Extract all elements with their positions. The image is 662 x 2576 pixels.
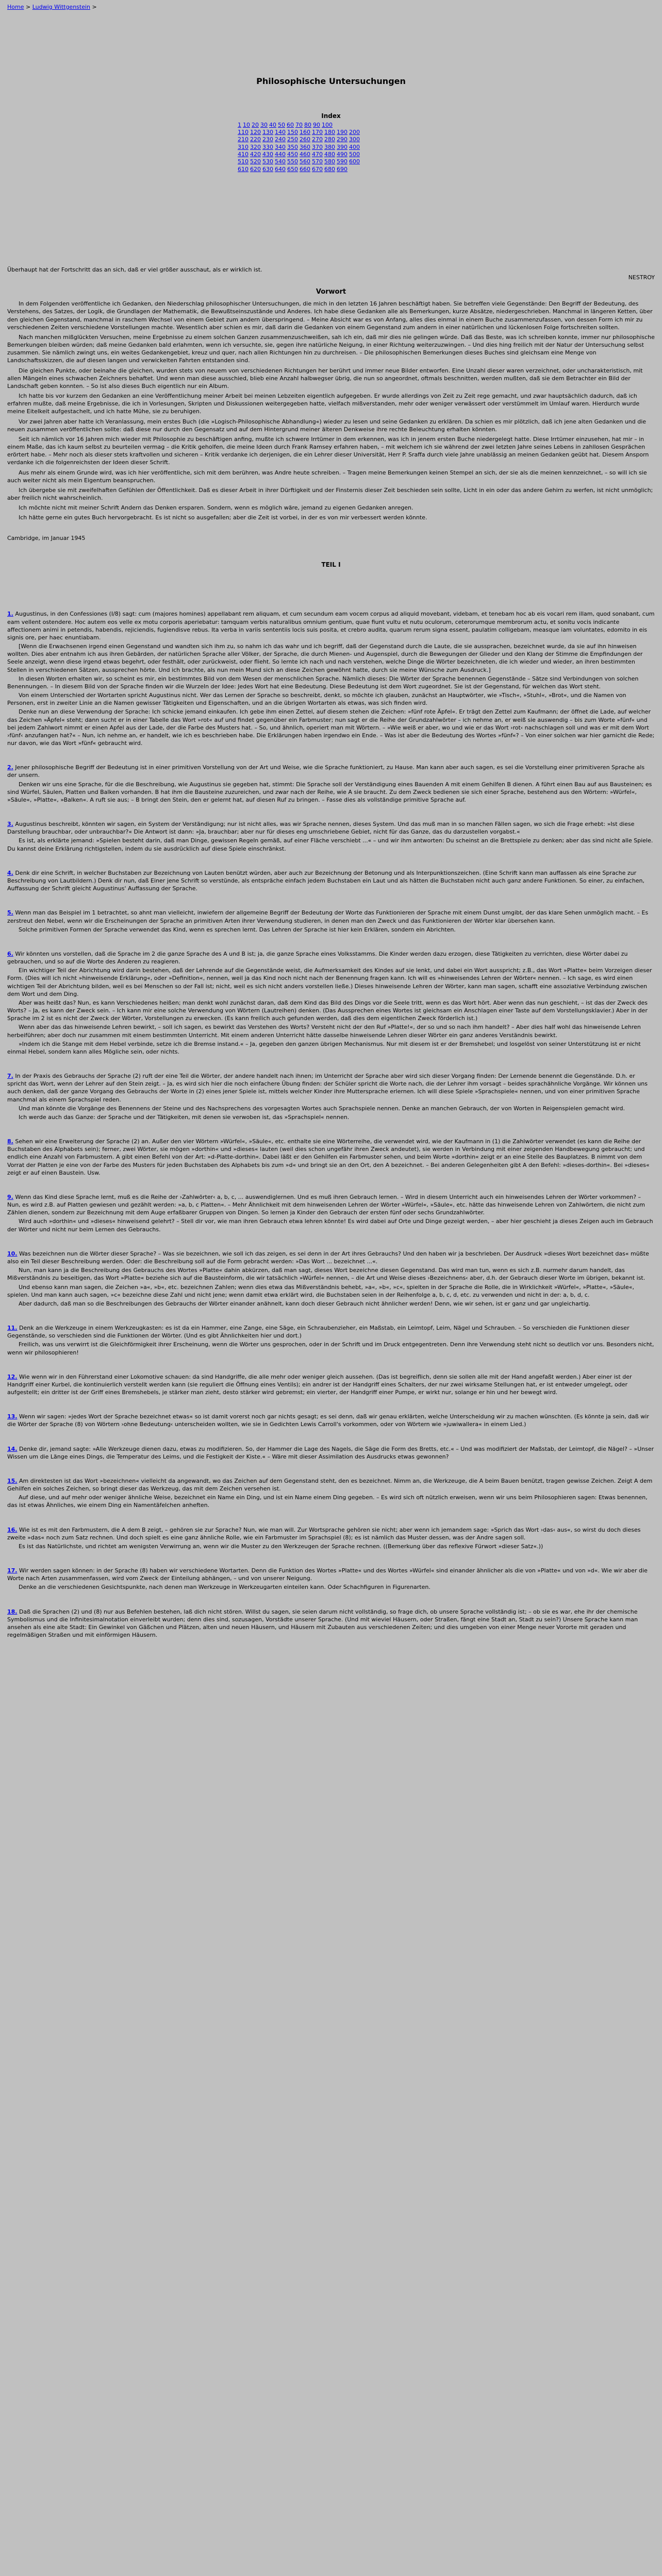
index-link[interactable]: 20 [252, 121, 259, 128]
remark-number-link[interactable]: 17. [7, 1567, 18, 1574]
index-link[interactable]: 390 [337, 143, 347, 150]
remark-number-link[interactable]: 14. [7, 1445, 18, 1452]
remark [7, 869, 655, 893]
index-link[interactable]: 40 [269, 121, 276, 128]
index-link[interactable]: 350 [287, 143, 298, 150]
remark-number-link[interactable]: 10. [7, 1250, 18, 1257]
vorwort-paragraph: Vor zwei Jahren aber hatte ich Veranlassung, mein erstes Buch (die »Logisch-Philosophische Abhandlung«) wieder zu lesen und seine Gedanken zu erklären. Da schien es mir plötzlich, daß ich jene alten Gedanken und die neuen zusammen veröffentlichen sollte: daß diese nur durch den Gegensatz und auf dem Hintergrund meiner älteren Denkweise ihre rechte Beleuchtung erhalten könnten. [7, 418, 647, 433]
index-row [238, 144, 424, 151]
remark-paragraph: Denke an die verschiedenen Gesichtspunkte, nach denen man Werkzeuge in Werkzeugarten einteilen kann. Oder Schachfiguren in Figurenarten. [19, 1584, 431, 1591]
index-title: Index [321, 112, 341, 120]
remark-paragraph: 18. Daß die Sprachen (2) und (8) nur aus Befehlen bestehen, laß dich nicht stören. Willst du sagen, sie seien darum nicht vollständig, so frage dich, ob unsere Sprache vollständig ist; – ob sie es war, ehe ihr der chemische Symbolismus und die Infinitesimalnotation einverleibt wurden; denn dies sind, sozusagen, Vorstädte unserer Sprache. (Und mit wieviel Häusern, oder Straßen, fängt eine Stadt an, Stadt zu sein?) Unsere Sprache kann man ansehen als eine alte Stadt: Ein Gewinkel von Gäßchen und Plätzen, alten und neuen Häusern, und Häusern mit Zubauten aus verschiedenen Zeiten; und dies umgeben von einer Menge neuer Vororte mit geraden und regelmäßigen Straßen und mit einförmigen Häusern. [7, 1608, 638, 1639]
index-link[interactable]: 280 [324, 136, 335, 143]
index-link[interactable]: 420 [250, 150, 261, 158]
remark-number-link[interactable]: 4. [7, 869, 13, 876]
remark-number-link[interactable]: 2. [7, 764, 13, 771]
remark [7, 1413, 655, 1428]
remark-paragraph: 12. Wie wenn wir in den Führerstand einer Lokomotive schauen: da sind Handgriffe, die alle mehr oder weniger gleich aussehen. (Das ist begreiflich, denn sie sollen alle mit der Hand angefaßt werden.) Aber einer ist der Handgriff einer Kurbel, die kontinuierlich verstellt werden kann (sie reguliert die Öffnung eines Ventils); ein andrer ist der Handgriff eines Schalters, der nur zwei wirksame Stellungen hat, er ist entweder umgelegt, oder aufgestellt; ein dritter ist der Griff eines Bremshebels, je stärker man zieht, desto stärker wird gebremst; ein vierter, der Handgriff einer Pumpe, er wirkt nur, solange er hin und her bewegt wird. [7, 1373, 632, 1396]
remark-paragraph: 7. In der Praxis des Gebrauchs der Sprache (2) ruft der eine Teil die Wörter, der andere handelt nach ihnen; im Unterricht der Sprache aber wird sich dieser Vorgang finden: Der Lernende benennt die Gegenstände. D.h. er spricht das Wort, wenn der Lehrer auf den Stein zeigt. – Ja, es wird sich hier die noch einfachere Übung finden: der Schüler spricht die Worte nach, die der Lehrer ihm vorsagt – beides sprachähnliche Vorgänge. Wir können uns auch denken, daß der ganze Vorgang des Gebrauchs der Worte in (2) eines jener Spiele ist, mittels welcher Kinder ihre Muttersprache erlernen. Ich will diese Spiele »Sprachspiele« nennen, und von einer primitiven Sprache manchmal als einem Sprachspiel reden. [7, 1073, 648, 1103]
index-link[interactable]: 230 [262, 136, 273, 143]
remark-paragraph: 5. Wenn man das Beispiel im 1 betrachtet, so ahnt man vielleicht, inwiefern der allgemeine Begriff der Bedeutung der Worte das Funktionieren der Sprache mit einem Dunst umgibt, der das klare Sehen unmöglich macht. – Es zerstreut den Nebel, wenn wir die Erscheinungen der Sprache an primitiven Arten ihrer Verwendung studieren, in denen man den Zweck und das Funktionieren der Wörter klar übersehen kann. [7, 909, 649, 924]
index-link[interactable]: 410 [238, 150, 249, 158]
remark-paragraph: Denke nun an diese Verwendung der Sprache: Ich schicke jemand einkaufen. Ich gebe ihm einen Zettel, auf diesem stehen die Zeichen: »fünf rote Äpfel«. Er trägt den Zettel zum Kaufmann; der öffnet die Lade, auf welcher das Zeichen »Äpfel« steht; dann sucht er in einer Tabelle das Wort »rot« auf und findet gegenüber ein Farbmuster; nun sagt er die Reihe der Grundzahlwörter – ich nehme an, er weiß sie auswendig – bis zum Worte »fünf« und bei jedem Zahlwort nimmt er einen Apfel aus der Lade, der die Farbe des Musters hat. – So, und ähnlich, operiert man mit Wörtern. – »Wie weiß er aber, wo und wie er das Wort ›rot‹ nachschlagen soll und was er mit dem Wort ›fünf‹ anzufangen hat?« – Nun, ich nehme an, er handelt, wie ich es beschrieben habe. Die Erklärungen haben irgendwo ein Ende. – Was ist aber die Bedeutung des Wortes »fünf«? – Von einer solchen war hier garnicht die Rede; nur davon, wie das Wort »fünf« gebraucht wird. [7, 708, 655, 747]
index-link[interactable]: 260 [300, 136, 310, 143]
remark [7, 1250, 655, 1308]
index-link[interactable]: 150 [287, 129, 298, 136]
index-link[interactable]: 490 [337, 150, 347, 158]
remark [7, 1526, 655, 1551]
index-link[interactable]: 470 [312, 150, 323, 158]
index-link[interactable]: 560 [300, 158, 310, 165]
index-link[interactable]: 610 [238, 165, 249, 173]
remark-paragraph: [Wenn die Erwachsenen irgend einen Gegenstand und wandten sich ihm zu, so nahm ich das wahr und ich begriff, daß der Gegenstand durch die Laute, die sie aussprachen, bezeichnet wurde, da sie auf ihn hinweisen wollten. Dies aber entnahm ich aus ihren Gebärden, der natürlichen Sprache aller Völker, der Sprache, die durch Mienen- und Augenspiel, durch die Bewegungen der Glieder und den Klang der Stimme die Empfindungen der Seele anzeigt, wenn diese irgend etwas begehrt, oder festhält, oder zurückweist, oder flieht. So lernte ich nach und nach verstehen, welche Dinge die Wörter bezeichneten, die ich wieder und wieder, an ihren bestimmten Stellen in verschiedenen Sätzen, aussprechen hörte. Und ich brachte, als nun mein Mund sich an diese Zeichen gewöhnt hatte, durch sie meine Wünsche zum Ausdruck.] [7, 643, 643, 673]
remark-paragraph: 3. Augustinus beschreibt, könnten wir sagen, ein System der Verständigung; nur ist nicht alles, was wir Sprache nennen, dieses System. Und das muß man in so manchen Fällen sagen, wo sich die Frage erhebt: »Ist diese Darstellung brauchbar, oder unbrauchbar?« Die Antwort ist dann: »Ja, brauchbar; aber nur für dieses eng umschriebene Gebiet, nicht für das Ganze, das du darzustellen vorgabst.« [7, 821, 635, 836]
index-link[interactable]: 300 [349, 136, 360, 143]
index-link[interactable]: 110 [238, 129, 249, 136]
index-link[interactable]: 1 [238, 121, 241, 128]
breadcrumb [7, 3, 655, 11]
remark-paragraph: Aber was heißt das? Nun, es kann Verschiedenes heißen; man denkt wohl zunächst daran, daß dem Kind das Bild des Dings vor die Seele tritt, wenn es das Wort hört. Aber wenn das nun geschieht, – ist das der Zweck des Worts? – Ja, es kann der Zweck sein. – Ich kann mir eine solche Verwendung von Wörtern (Lautreihen) denken. (Das Aussprechen eines Wortes ist gleichsam ein Anschlagen einer Taste auf dem Vorstellungsklavier.) Aber in der Sprache im 2 ist es nicht der Zweck der Wörter, Vorstellungen zu erwecken. (Es kann freilich auch gefunden werden, daß dies dem eigentlichen Zweck förderlich ist.) [7, 999, 648, 1022]
remark-number-link[interactable]: 15. [7, 1477, 18, 1484]
index-block [238, 112, 424, 173]
remark [7, 1373, 655, 1397]
remark [7, 1608, 655, 1639]
index-link[interactable]: 70 [295, 121, 303, 128]
index-link[interactable]: 660 [300, 165, 310, 173]
index-row [238, 129, 424, 136]
index-row [238, 122, 424, 129]
remark-paragraph: 8. Sehen wir eine Erweiterung der Sprache (2) an. Außer den vier Wörtern »Würfel«, »Säule«, etc. enthalte sie eine Wörterreihe, die verwendet wird, wie der Kaufmann in (1) die Zahlwörter verwendet (es kann die Reihe der Buchstaben des Alphabets sein); ferner, zwei Wörter, sie mögen »dorthin« und »dieses« lauten (weil dies schon ungefähr ihren Zweck andeutet), sie werden in Verbindung mit einer zeigenden Handbewegung gebraucht; und endlich eine Anzahl von Farbmustern. A gibt einen Befehl von der Art: »d-Platte-dorthin«. Dabei läßt er den Gehilfen ein Farbmuster sehen, und beim Worte »dorthin« zeigt er an eine Stelle des Bauplatzes. B nimmt von dem Vorrat der Platten je eine von der Farbe des Musters für jeden Buchstaben des Alphabets bis zum »d« und bringt sie an den Ort, den A bezeichnet. – Bei anderen Gelegenheiten gibt A den Befehl: »dieses-dorthin«. Bei »dieses« zeigt er auf einen Baustein. Usw. [7, 1138, 650, 1176]
remark-paragraph: 1. Augustinus, in den Confessiones (I/8) sagt: cum (majores homines) appellabant rem aliquam, et cum secundum eam vocem corpus ad aliquid movebant, videbam, et tenebam hoc ab eis vocari rem illam, quod sonabant, cum eam vellent ostendere. Hoc autem eos velle ex motu corporis aperiebatur: tamquam verbis naturalibus omnium gentium, quae fiunt vultu et nutu oculorum, ceterorumque membrorum actu, et sonitu vocis indicante affectionem animi in petendis, habendis, rejiciendis, fugiendisve rebus. Ita verba in variis sententiis locis suis posita, et crebro audita, quarum rerum signa essent, paulatim colligebam, measque iam voluntates, edomito in eis signis ore, per haec enuntiabam. [7, 611, 655, 641]
remark-number-link[interactable]: 7. [7, 1073, 13, 1080]
remark-number-link[interactable]: 6. [7, 950, 13, 957]
vorwort-paragraph: In dem Folgenden veröffentliche ich Gedanken, den Niederschlag philosophischer Untersuchungen, die mich in den letzten 16 Jahren beschäftigt haben. Sie betreffen viele Gegenstände: Den Begriff der Bedeutung, des Verstehens, des Satzes, der Logik, die Grundlagen der Mathematik, die Bewußtseinszustände und Anderes. Ich habe diese Gedanken alle als Bemerkungen, kurze Absätze, niedergeschrieben. Manchmal in längeren Ketten, über den gleichen Gegenstand, manchmal in raschem Wechsel von einem Gebiet zum andern überspringend. – Meine Absicht war es von Anfang, alles dies einmal in einem Buche zusammenzufassen, von dessen Form ich mir zu verschiedenen Zeiten verschiedene Vorstellungen machte. Wesentlich aber schien es mir, daß darin die Gedanken von einem Gegenstand zum andern in einer natürlichen und lückenlosen Folge fortschreiten sollten. [7, 300, 653, 331]
remark-paragraph: Auf diese, und auf mehr oder weniger ähnliche Weise, bezeichnet ein Name ein Ding, und ist ein Name einem Ding gegeben. – Es wird sich oft nützlich erweisen, wenn wir uns beim Philosophieren sagen: Etwas benennen, das ist etwas Ähnliches, wie einem Ding ein Namentäfelchen anheften. [7, 1494, 648, 1509]
index-link[interactable]: 400 [349, 143, 360, 150]
remark-paragraph: 17. Wir werden sagen können: in der Sprache (8) haben wir verschiedene Wortarten. Denn die Funktion des Wortes »Platte« und des Wortes »Würfel« sind einander ähnlicher als die von »Platte« und von »d«. Wie wir aber die Worte nach Arten zusammenfassen, wird vom Zweck der Einteilung abhängen, – und von unserer Neigung. [7, 1567, 648, 1582]
remark-paragraph: 4. Denk dir eine Schrift, in welcher Buchstaben zur Bezeichnung von Lauten benützt würden, aber auch zur Bezeichnung der Betonung und als Interpunktionszeichen. (Eine Schrift kann man auffassen als eine Sprache zur Beschreibung von Lautbildern.) Denk dir nun, daß Einer jene Schrift so verstünde, als entspräche einfach jedem Buchstaben ein Laut und als hätten die Buchstaben nicht auch ganz andere Funktionen. So einer, zu einfachen, Auffassung der Schrift gleicht Augustinus' Auffassung der Sprache. [7, 869, 644, 892]
index-link[interactable]: 330 [262, 143, 273, 150]
index-link[interactable]: 690 [337, 165, 347, 173]
index-link[interactable]: 460 [300, 150, 310, 158]
remarks-list [7, 610, 655, 1639]
remark [7, 1445, 655, 1461]
remark [7, 764, 655, 804]
remark-paragraph: 11. Denk an die Werkzeuge in einem Werkzeugkasten: es ist da ein Hammer, eine Zange, eine Säge, ein Schraubenzieher, ein Maßstab, ein Leimtopf, Leim, Nägel und Schrauben. – So verschieden die Funktionen dieser Gegenstände, so verschieden sind die Funktionen der Wörter. (Und es gibt Ähnlichkeiten hier und dort.) [7, 1325, 630, 1340]
index-link[interactable]: 380 [324, 143, 335, 150]
vorwort-paragraph: Seit ich nämlich vor 16 Jahren mich wieder mit Philosophie zu beschäftigen anfing, mußte ich schwere Irrtümer in dem erkennen, was ich in jenem ersten Buche niedergelegt hatte. Diese Irrtümer einzusehen, hat mir – in einem Maße, das ich kaum selbst zu beurteilen vermag – die Kritik geholfen, die meine Ideen durch Frank Ramsey erfahren haben, – mit welchem ich sie während der zwei letzten Jahre seines Lebens in zahllosen Gesprächen erörtert habe. – Mehr noch als dieser stets kraftvollen und sicheren – Kritik verdanke ich derjenigen, die ein Lehrer dieser Universität, Herr P. Sraffa durch viele Jahre unablässig an meinen Gedanken geübt hat. Diesem Ansporn verdanke ich die folgenreichsten der Ideen dieser Schrift. [7, 435, 649, 466]
remark-paragraph: 16. Wie ist es mit den Farbmustern, die A dem B zeigt, – gehören sie zur Sprache? Nun, wie man will. Zur Wortsprache gehören sie nicht; aber wenn ich jemandem sage: »Sprich das Wort ›das‹ aus«, so wirst du doch dieses zweite »das« noch zum Satz rechnen. Und doch spielt es eine ganz ähnliche Rolle, wie ein Farbmuster im Sprachspiel (8); es ist nämlich das Muster dessen, was der Andre sagen soll. [7, 1526, 641, 1541]
index-link[interactable]: 80 [304, 121, 311, 128]
index-link[interactable]: 250 [287, 136, 298, 143]
index-link[interactable]: 680 [324, 165, 335, 173]
remark-paragraph: Von einem Unterschied der Wortarten spricht Augustinus nicht. Wer das Lernen der Sprache so beschreibt, denkt, so möchte ich glauben, zunächst an Hauptwörter, wie »Tisch«, »Stuhl«, »Brot«, und die Namen von Personen, erst in zweiter Linie an die Namen gewisser Tätigkeiten und Eigenschaften, und an die übrigen Wortarten als etwas, was sich finden wird. [7, 692, 626, 707]
remark-number-link[interactable]: 9. [7, 1193, 13, 1200]
index-row [238, 158, 424, 165]
index-link[interactable]: 540 [275, 158, 286, 165]
remark-paragraph: Denken wir uns eine Sprache, für die die Beschreibung, wie Augustinus sie gegeben hat, stimmt: Die Sprache soll der Verständigung eines Bauenden A mit einem Gehilfen B dienen. A führt einen Bau auf aus Bausteinen; es sind Würfel, Säulen, Platten und Balken vorhanden. B hat ihm die Bausteine zuzureichen, und zwar nach der Reihe, wie A sie braucht. Zu dem Zweck bedienen sie sich einer Sprache, bestehend aus den Wörtern: »Würfel«, »Säule«, »Platte«, »Balken«. A ruft sie aus; – B bringt den Stein, den er gelernt hat, auf diesen Ruf zu bringen. – Fasse dies als vollständige primitive Sprache auf. [7, 781, 652, 803]
vorwort-date: Cambridge, im Januar 1945 [7, 534, 86, 541]
remark-paragraph: Es ist, als erklärte jemand: »Spielen besteht darin, daß man Dinge, gewissen Regeln gemäß, auf einer Fläche verschiebt ...« – und wir ihm antworten: Du scheinst an die Brettspiele zu denken; aber das sind nicht alle Spiele. Du kannst deine Erklärung richtigstellen, indem du sie ausdrücklich auf diese Spiele einschränkst. [7, 837, 653, 852]
index-link[interactable]: 320 [250, 143, 261, 150]
remark-paragraph: In diesen Worten erhalten wir, so scheint es mir, ein bestimmtes Bild von dem Wesen der menschlichen Sprache. Nämlich dieses: Die Wörter der Sprache benennen Gegenstände – Sätze sind Verbindungen von solchen Benennungen. – In diesem Bild von der Sprache finden wir die Wurzeln der Idee: Jedes Wort hat eine Bedeutung. Diese Bedeutung ist dem Wort zugeordnet. Sie ist der Gegenstand, für welchen das Wort steht. [7, 675, 639, 690]
remark [7, 1193, 655, 1233]
index-link[interactable]: 520 [250, 158, 261, 165]
remark-paragraph: Und man könnte die Vorgänge des Benennens der Steine und des Nachsprechens des vorgesagten Wortes auch Sprachspiele nennen. Denke an manchen Gebrauch, der von Worten in Reigenspielen gemacht wird. [19, 1105, 625, 1112]
index-link[interactable]: 650 [287, 165, 298, 173]
index-link[interactable]: 570 [312, 158, 323, 165]
remark [7, 1138, 655, 1177]
index-link[interactable]: 310 [238, 143, 249, 150]
remark-paragraph: »Indem ich die Stange mit dem Hebel verbinde, setze ich die Bremse instand.« – Ja, gegeben den ganzen übrigen Mechanismus. Nur mit diesem ist er der Bremshebel; und losgelöst von seiner Unterstützung ist er nicht einmal Hebel, sondern kann alles Mögliche sein, oder nichts. [7, 1040, 641, 1055]
index-link[interactable]: 360 [300, 143, 310, 150]
remark-number-link[interactable]: 18. [7, 1608, 18, 1615]
vorwort-paragraph: Ich hätte gerne ein gutes Buch hervorgebracht. Es ist nicht so ausgefallen; aber die Zeit ist vorbei, in der es von mir verbessert werden könnte. [19, 514, 427, 521]
remark-number-link[interactable]: 8. [7, 1138, 13, 1145]
remark-paragraph: Ich werde auch das Ganze: der Sprache und der Tätigkeiten, mit denen sie verwoben ist, das »Sprachspiel« nennen. [19, 1113, 350, 1121]
index-link[interactable]: 120 [250, 129, 261, 136]
index-link[interactable]: 180 [324, 129, 335, 136]
remark-number-link[interactable]: 1. [7, 611, 13, 618]
breadcrumb-author-link[interactable]: Ludwig Wittgenstein [32, 4, 91, 10]
vorwort-paragraph: Ich übergebe sie mit zweifelhaften Gefühlen der Öffentlichkeit. Daß es dieser Arbeit in ihrer Dürftigkeit und der Finsternis dieser Zeit beschieden sein sollte, Licht in ein oder das andere Gehirn zu werfen, ist nicht unmöglich; aber freilich nicht wahrscheinlich. [7, 486, 653, 502]
index-link[interactable]: 200 [349, 129, 360, 136]
remark-paragraph: 13. Wenn wir sagen: »jedes Wort der Sprache bezeichnet etwas« so ist damit vorerst noch gar nichts gesagt; es sei denn, daß wir genau erklärten, welche Unterscheidung wir zu machen wünschten. (Es könnte ja sein, daß wir die Wörter der Sprache (8) von Wörtern ›ohne Bedeutung‹ unterscheiden wollten, wie sie in Gedichten Lewis Carroll's vorkommen, oder von Wörtern wie »juwiwallera« in einem Lied.) [7, 1413, 649, 1428]
breadcrumb-tail: > [90, 4, 97, 10]
index-link[interactable]: 670 [312, 165, 323, 173]
index-link[interactable]: 60 [287, 121, 294, 128]
index-link[interactable]: 450 [287, 150, 298, 158]
index-link[interactable]: 630 [262, 165, 273, 173]
remark-number-link[interactable]: 12. [7, 1373, 18, 1380]
index-row [238, 151, 424, 158]
remark-paragraph: Wird auch »dorthin« und »dieses« hinweisend gelehrt? – Stell dir vor, wie man ihren Gebrauch etwa lehren könnte! Es wird dabei auf Orte und Dinge gezeigt werden, – aber hier geschieht ja dieses Zeigen auch im Gebrauch der Wörter und nicht nur beim Lernen des Gebrauchs. [7, 1218, 653, 1233]
remark-paragraph: 15. Am direktesten ist das Wort »bezeichnen« vielleicht da angewandt, wo das Zeichen auf dem Gegenstand steht, den es bezeichnet. Nimm an, die Werkzeuge, die A beim Bauen benützt, tragen gewisse Zeichen. Zeigt A dem Gehilfen ein solches Zeichen, so bringt dieser das Werkzeug, das mit dem Zeichen versehen ist. [7, 1477, 653, 1493]
remark-paragraph: 10. Was bezeichnen nun die Wörter dieser Sprache? – Was sie bezeichnen, wie soll ich das zeigen, es sei denn in der Art ihres Gebrauchs? Und den haben wir ja beschrieben. Der Ausdruck »dieses Wort bezeichnet das« müßte also ein Teil dieser Beschreibung werden. Oder: die Beschreibung soll auf die Form gebracht werden: »Das Wort ... bezeichnet ...«. [7, 1250, 649, 1265]
index-link[interactable]: 240 [275, 136, 286, 143]
index-link[interactable]: 440 [275, 150, 286, 158]
part-heading: TEIL I [321, 561, 341, 568]
page-title: Philosophische Untersuchungen [256, 76, 406, 87]
remark-paragraph: Es ist das Natürlichste, und richtet am wenigsten Verwirrung an, wenn wir die Muster zu den Werkzeugen der Sprache rechnen. ((Bemerkung über das reflexive Fürwort »dieser Satz«.)) [19, 1543, 543, 1550]
vorwort-paragraph: Ich möchte nicht mit meiner Schrift Andern das Denken ersparen. Sondern, wenn es möglich wäre, jemand zu eigenen Gedanken anregen. [19, 504, 413, 512]
vorwort-body [7, 300, 655, 521]
breadcrumb-home-link[interactable]: Home [7, 4, 24, 10]
vorwort-paragraph: Ich hatte bis vor kurzem den Gedanken an eine Veröffentlichung meiner Arbeit bei meinen Lebzeiten eigentlich aufgegeben. Er wurde allerdings von Zeit zu Zeit rege gemacht, und zwar hauptsächlich dadurch, daß ich erfahren mußte, daß meine Ergebnisse, die ich in Vorlesungen, Skripten und Diskussionen weitergegeben hatte, vielfach mißverstanden, mehr oder weniger verwässert oder verstümmelt im Umlauf waren. Hierdurch wurde meine Eitelkeit aufgestachelt, und ich hatte Mühe, sie zu beruhigen. [7, 393, 640, 415]
index-row [238, 136, 424, 143]
breadcrumb-separator: > [24, 4, 32, 10]
index-link[interactable]: 10 [243, 121, 250, 128]
index-link[interactable]: 140 [275, 129, 286, 136]
remark-paragraph: Ein wichtiger Teil der Abrichtung wird darin bestehen, daß der Lehrende auf die Gegenstände weist, die Aufmerksamkeit des Kindes auf sie lenkt, und dabei ein Wort ausspricht; z.B., das Wort »Platte« beim Vorzeigen dieser Form. (Dies will ich nicht »hinweisende Erklärung«, oder »Definition«, nennen, weil ja das Kind noch nicht nach der Benennung fragen kann. Ich will es »hinweisendes Lehren der Wörter« nennen. – Ich sage, es wird einen wichtigen Teil der Abrichtung bilden, weil es bei Menschen so der Fall ist; nicht, weil es sich nicht anders vorstellen ließe.) Dieses hinweisende Lehren der Wörter, kann man sagen, schafft eine assoziative Verbindung zwischen dem Wort und dem Ding. [7, 967, 652, 997]
remark [7, 820, 655, 853]
index-link[interactable]: 290 [337, 136, 347, 143]
remark [7, 1072, 655, 1121]
index-link[interactable]: 90 [313, 121, 320, 128]
index-link[interactable]: 220 [250, 136, 261, 143]
remark-paragraph: 6. Wir könnten uns vorstellen, daß die Sprache im 2 die ganze Sprache des A und B ist; ja, die ganze Sprache eines Volksstamms. Die Kinder werden dazu erzogen, diese Tätigkeiten zu verrichten, diese Wörter dabei zu gebrauchen, und so auf die Worte des Anderen zu reagieren. [7, 950, 628, 965]
index-grid [238, 122, 424, 173]
index-link[interactable]: 210 [238, 136, 249, 143]
remark [7, 909, 655, 934]
remark [7, 610, 655, 747]
remark-paragraph: Wenn aber das das hinweisende Lehren bewirkt, – soll ich sagen, es bewirkt das Verstehen des Worts? Versteht nicht der den Ruf »Platte!«, der so und so nach ihm handelt? – Aber dies half wohl das hinweisende Lehren herbeiführen; aber doch nur zusammen mit einem bestimmten Unterricht. Mit einem anderen Unterricht hätte dasselbe hinweisende Lehren dieser Wörter ein ganz anderes Verständnis bewirkt. [7, 1024, 641, 1039]
index-link[interactable]: 370 [312, 143, 323, 150]
index-link[interactable]: 620 [250, 165, 261, 173]
remark-paragraph: Aber dadurch, daß man so die Beschreibungen des Gebrauchs der Wörter einander anähnelt, kann doch dieser Gebrauch nicht ähnlicher werden! Denn, wie wir sehen, ist er ganz und gar ungleichartig. [19, 1300, 591, 1307]
index-link[interactable]: 130 [262, 129, 273, 136]
index-link[interactable]: 100 [322, 121, 333, 128]
remark [7, 950, 655, 1056]
remark-paragraph: 14. Denke dir, jemand sagte: »Alle Werkzeuge dienen dazu, etwas zu modifizieren. So, der Hammer die Lage des Nagels, die Säge die Form des Bretts, etc.« – Und was modifiziert der Maßstab, der Leimtopf, die Nägel? – »Unser Wissen um die Länge eines Dings, die Temperatur des Leims, und die Festigkeit der Kiste.« – Wäre mit dieser Assimilation des Ausdrucks etwas gewonnen? [7, 1445, 654, 1460]
motto-text: Überhaupt hat der Fortschritt das an sich, daß er viel größer ausschaut, als er wirklich ist. [7, 266, 262, 273]
remark-number-link[interactable]: 5. [7, 909, 13, 917]
index-link[interactable]: 580 [324, 158, 335, 165]
index-link[interactable]: 480 [324, 150, 335, 158]
remark [7, 1324, 655, 1357]
index-link[interactable]: 30 [260, 121, 268, 128]
index-row [238, 166, 424, 173]
index-link[interactable]: 600 [349, 158, 360, 165]
index-link[interactable]: 50 [278, 121, 285, 128]
index-link[interactable]: 500 [349, 150, 360, 158]
vorwort-paragraph: Die gleichen Punkte, oder beinahe die gleichen, wurden stets von neuem von verschiedenen Richtungen her berührt und immer neue Bilder entworfen. Eine Unzahl dieser waren verzeichnet, oder uncharakteristisch, mit allen Mängeln eines schwachen Zeichners behaftet. Und wenn man diese ausschied, blieb eine Anzahl halbwegser übrig, die nun so angeordnet, oftmals beschnitten, werden mußten, daß sie dem Betrachter ein Bild der Landschaft geben konnten. – So ist also dieses Buch eigentlich nur ein Album. [7, 367, 643, 389]
index-link[interactable]: 270 [312, 136, 323, 143]
remark-paragraph: Und ebenso kann man sagen, die Zeichen »a«, »b«, etc. bezeichnen Zahlen; wenn dies etwa das Mißverständnis behebt, »a«, »b«, »c«, spielten in der Sprache die Rolle, die in Wirklichkeit »Würfel«, »Platte«, »Säule«, spielen. Und man kann auch sagen, »c« bezeichne diese Zahl und nicht jene; wenn damit etwa erklärt wird, die Buchstaben seien in der Reihenfolge a, b, c, d, etc. zu verwenden und nicht in der: a, b, d, c. [7, 1283, 635, 1298]
index-link[interactable]: 530 [262, 158, 273, 165]
index-link[interactable]: 550 [287, 158, 298, 165]
remark-number-link[interactable]: 16. [7, 1526, 18, 1533]
remark-number-link[interactable]: 3. [7, 821, 13, 828]
index-link[interactable]: 640 [275, 165, 286, 173]
index-link[interactable]: 430 [262, 150, 273, 158]
vorwort-heading: Vorwort [316, 288, 346, 296]
remark [7, 1477, 655, 1510]
remark-number-link[interactable]: 11. [7, 1325, 18, 1332]
remark-paragraph: Solche primitiven Formen der Sprache verwendet das Kind, wenn es sprechen lernt. Das Lehren der Sprache ist hier kein Erklären, sondern ein Abrichten. [19, 926, 456, 933]
remark-paragraph: Nun, man kann ja die Beschreibung des Gebrauchs des Wortes »Platte« dahin abkürzen, daß man sagt, dieses Wort bezeichne diesen Gegenstand. Das wird man tun, wenn es sich z.B. nurmehr darum handelt, das Mißverständnis zu beseitigen, das Wort »Platte« beziehe sich auf die Bausteinform, die wir tatsächlich »Würfel« nennen, – die Art und Weise dieses ›Bezeichnens‹ aber, d.h. der Gebrauch dieser Worte im übrigen, bekannt ist. [7, 1267, 646, 1282]
index-link[interactable]: 190 [337, 129, 347, 136]
vorwort-paragraph: Aus mehr als einem Grunde wird, was ich hier veröffentliche, sich mit dem berühren, was Andre heute schreiben. – Tragen meine Bemerkungen keinen Stempel an sich, der sie als die meinen kennzeichnet, – so will ich sie auch weiter nicht als mein Eigentum beanspruchen. [7, 469, 647, 484]
index-link[interactable]: 160 [300, 129, 310, 136]
remark-paragraph: 9. Wenn das Kind diese Sprache lernt, muß es die Reihe der ›Zahlwörter‹ a, b, c, ... auswendiglernen. Und es muß ihren Gebrauch lernen. – Wird in diesem Unterricht auch ein hinweisendes Lehren der Wörter vorkommen? – Nun, es wird z.B. auf Platten gewiesen und gezählt werden: »a, b, c Platten«. – Mehr Ähnlichkeit mit dem hinweisenden Lehren der Wörter »Würfel«, »Säule«, etc. hätte das hinweisende Lehren von Zahlwörtern, die nicht zum Zählen dienen, sondern zur Bezeichnung mit dem Auge erfaßbarer Gruppen von Dingen. So lernen ja Kinder den Gebrauch der ersten fünf oder sechs Grundzahlwörter. [7, 1193, 645, 1216]
remark-number-link[interactable]: 13. [7, 1413, 18, 1420]
motto-author: NESTROY [628, 274, 655, 281]
index-link[interactable]: 340 [275, 143, 286, 150]
remark-paragraph: Freilich, was uns verwirrt ist die Gleichförmigkeit ihrer Erscheinung, wenn die Wörter uns gesprochen, oder in der Schrift und im Druck entgegentreten. Denn ihre Verwendung steht nicht so deutlich vor uns. Besonders nicht, wenn wir philosophieren! [7, 1341, 654, 1356]
index-link[interactable]: 590 [337, 158, 347, 165]
vorwort-paragraph: Nach manchen mißglückten Versuchen, meine Ergebnisse zu einem solchen Ganzen zusammenzuschweißen, sah ich ein, daß mir dies nie gelingen würde. Daß das Beste, was ich schreiben konnte, immer nur philosophische Bemerkungen bleiben würden; daß meine Gedanken bald erlahmten, wenn ich versuchte, sie, gegen ihre natürliche Neigung, in einer Richtung weiterzuzwingen. – Und dies hing freilich mit der Natur der Untersuchung selbst zusammen. Sie nämlich zwingt uns, ein weites Gedankengebiet, kreuz und quer, nach allen Richtungen hin zu durchreisen. – Die philosophischen Bemerkungen dieses Buches sind gleichsam eine Menge von Landschaftsskizzen, die auf diesen langen und verwickelten Fahrten entstanden sind. [7, 333, 655, 364]
remark [7, 1567, 655, 1591]
index-link[interactable]: 510 [238, 158, 249, 165]
index-link[interactable]: 170 [312, 129, 323, 136]
remark-paragraph: 2. Jener philosophische Begriff der Bedeutung ist in einer primitiven Vorstellung von der Art und Weise, wie die Sprache funktioniert, zu Hause. Man kann aber auch sagen, es sei die Vorstellung einer primitiveren Sprache als der unsern. [7, 764, 645, 779]
